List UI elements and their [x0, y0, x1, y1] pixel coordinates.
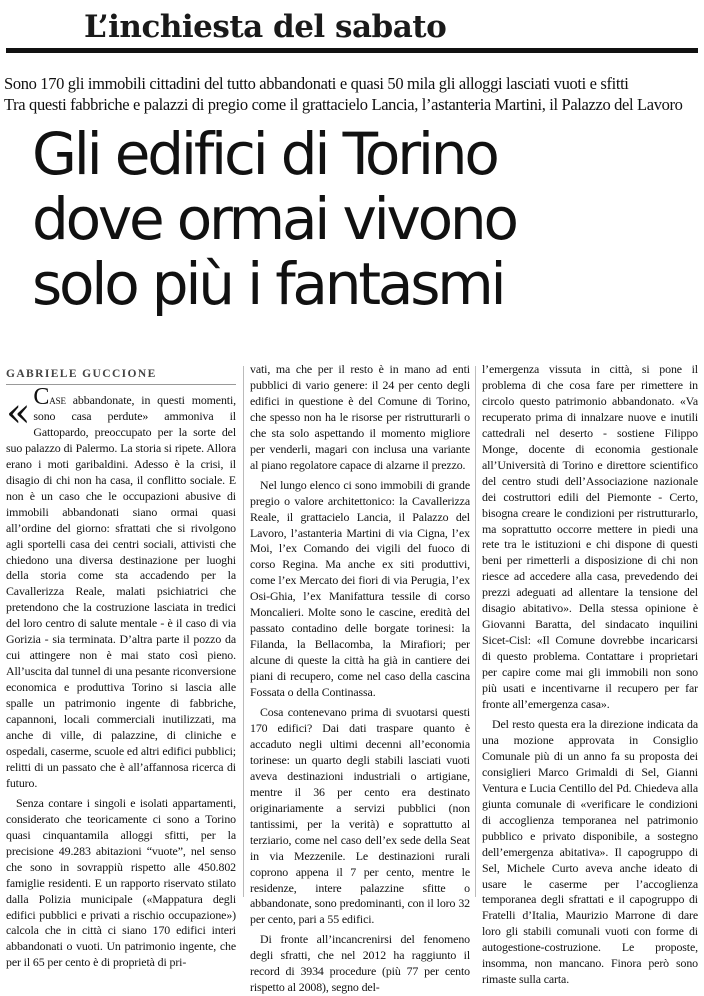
- paragraph-text: abbandonate, in questi momenti, sono casa perdute» ammoniva il Gattopardo, preoccupato per la sorte del suo palazzo di Palermo. La storia si ripete. Allora erano i moti garibaldini. Adesso è la crisi, il disagio di chi non ha casa, il conflitto sociale. E non è un caso che le occupazioni abusive di immobili abbandonati siano ormai quasi all’ordine del giorno: sfrattati che si rivolgono agli sportelli casa dei centri sociali, attivisti che chiedono una diversa destinazione per luoghi della storia come sta accadendo per la Cavallerizza Reale, malati psichiatrici che pretendono che la costruzione lasciata in tredici del loro centro di salute mentale - è il caso di via Gorizia - sia terminata. D’altra parte il pozzo da cui attingere non è mai stato così pieno. All’uscita dal tunnel di una pesante riconversione economica e produttiva Torino si lascia alle spalle un patrimonio ingente di fabbriche, capannoni, locali commerciali inutilizzati, ma anche di ville, di palazzine, di cliniche e ospedali, caserme, scuole ed altri edifici pubblici; relitti di un passato che è all’affannosa ricerca di futuro.: [6, 393, 236, 790]
- byline: GABRIELE GUCCIONE: [6, 368, 157, 380]
- opening-word: ase: [49, 392, 66, 407]
- opening-quote: «: [6, 390, 31, 436]
- subtitle-line-1: Sono 170 gli immobili cittadini del tutto abbandonati e quasi 50 mila gli alloggi lasciati vuoti e sfitti: [4, 74, 629, 93]
- opening-letter: C: [33, 384, 50, 410]
- subtitle-line-2: Tra questi fabbriche e palazzi di pregio come il grattacielo Lancia, l’astanteria Martini, il Palazzo del Lavoro: [4, 95, 683, 114]
- headline-line-3: solo più i fantasmi: [32, 250, 504, 318]
- paragraph: [6, 384, 236, 792]
- section-kicker: L’inchiesta del sabato: [84, 9, 447, 45]
- headline-line-1: Gli edifici di Torino: [32, 120, 497, 188]
- paragraph: Del resto questa era la direzione indicata da una mozione approvata in Consiglio Comunale più di un anno fa su proposta dei consiglieri Marco Grimaldi di Sel, Gianni Ventura e Lucia Centillo del Pd. Chiedeva alla giunta comunale di «verificare le condizioni di accoglienza temporanea nel patrimonio pubblico e privato disponibile, a sostegno dell’emergenza abitativa». Il capogruppo di Sel, Michele Curto aveva anche ideato di usare le caserme per l’accoglienza temporanea degli sfrattati e il capogruppo di Fratelli d’Italia, Maurizio Marrone di dare loro gli stabili comunali vuoti con forme di autogestione-costruzione. Le proposte, insomma, non mancano. Finora però sono rimaste sulla carta.: [482, 716, 698, 987]
- paragraph: Di fronte all’incancrenirsi del fenomeno degli sfratti, che nel 2012 ha raggiunto il record di 3934 procedure (più 77 per cento rispetto al 2008), segno del-: [250, 932, 470, 995]
- paragraph: l’emergenza vissuta in città, si pone il problema di che cosa fare per rimettere in circolo questo patrimonio abbandonato. «Va recuperato prima di innalzare nuove e inutili cattedrali nel deserto - sostiene Filippo Monge, docente di economia gestionale all’Università di Torino e direttore scientifico del centro studi dell’Associazione nazionale dei costruttori edili del Piemonte - Certo, bisogna creare le condizioni per ristrutturarlo, ma soprattutto occorre mettere in piedi una rete tra le istituzioni e chi dispone di questi beni per rimetterli a disposizione di chi non riesce ad accedere alla casa, prevedendo dei prezzi adeguati ad allentare la tensione del disagio abitativo». Della stessa opinione è Giovanni Baratta, del sindacato inquilini Sicet-Cisl: «Il Comune dovrebbe incaricarsi di questo problema. Contattare i proprietari per capire come mai gli immobili non sono più usati e incentivarne il recupero per far fronte all’emergenza casa».: [482, 362, 698, 712]
- kicker-rule: [6, 48, 698, 53]
- column-rule-2: [475, 366, 476, 897]
- article-column-1: [6, 384, 236, 970]
- paragraph: Nel lungo elenco ci sono immobili di grande pregio o valore architettonico: la Cavallerizza Reale, il grattacielo Lancia, il Palazzo del Lavoro, l’astanteria Martini di via Cigna, l’ex Moi, l’ex Comando dei vigili del fuoco di corso Regina. Ma anche ex siti produttivi, come l’ex Mercato dei fiori di via Perugia, l’ex Osi-Ghia, l’ex Manifattura tessile di corso Moncalieri. Molte sono le cascine, eredità del passato contadino delle borgate torinesi: la Filanda, la Bellacomba, la Mirafiori; per alcune di queste la città ha già in cantiere dei piani di recupero, come nel caso della cascina Fossata o della Continassa.: [250, 477, 470, 700]
- paragraph: vati, ma che per il resto è in mano ad enti pubblici di vario genere: il 24 per cento degli edifici in questione è del Comune di Torino, che spesso non ha le risorse per ristrutturarli o che sta solo aspettando il momento migliore per venderli, magari con inclusa una variante al piano regolatore capace di alzarne il prezzo.: [250, 362, 470, 472]
- article-column-2: [250, 362, 470, 995]
- paragraph: Cosa contenevano prima di svuotarsi questi 170 edifici? Dai dati traspare quanto è accaduto negli ultimi decenni all’economia torinese: un quarto degli stabili lasciati vuoti aveva destinazioni industriali o artigiane, mentre il 36 per cento era destinato originariamente a servizi pubblici (non tantissimi, per la verità) e soprattutto al terziario, come nel caso dell’ex sede della Seat in via Mezzenile. Le destinazioni rurali coprono appena il 7 per cento, mentre le residenze, intere palazzine sfitte o abbandonate, sono predominanti, con il loro 32 per cento, pari a 55 edifici.: [250, 705, 470, 927]
- headline: [32, 122, 692, 317]
- article-column-3: [482, 362, 698, 987]
- column-rule-1: [243, 366, 244, 897]
- paragraph: Senza contare i singoli e isolati appartamenti, considerato che teoricamente ci sono a Torino quasi cinquantamila alloggi sfitti, per la precisione 49.283 abitazioni “vuote”, nel senso che sono in sovrappiù rispetto alle 450.802 famiglie residenti. E un rapporto riservato stilato dalla Polizia municipale («Mappatura degli edifici pubblici e privati a rischio occupazione») calcola che in città ci siano 170 edifici interi abbandonati o vuoti. Un patrimonio ingente, che per il 65 per cento è di proprietà di pri-: [6, 795, 236, 970]
- headline-line-2: dove ormai vivono: [32, 185, 516, 253]
